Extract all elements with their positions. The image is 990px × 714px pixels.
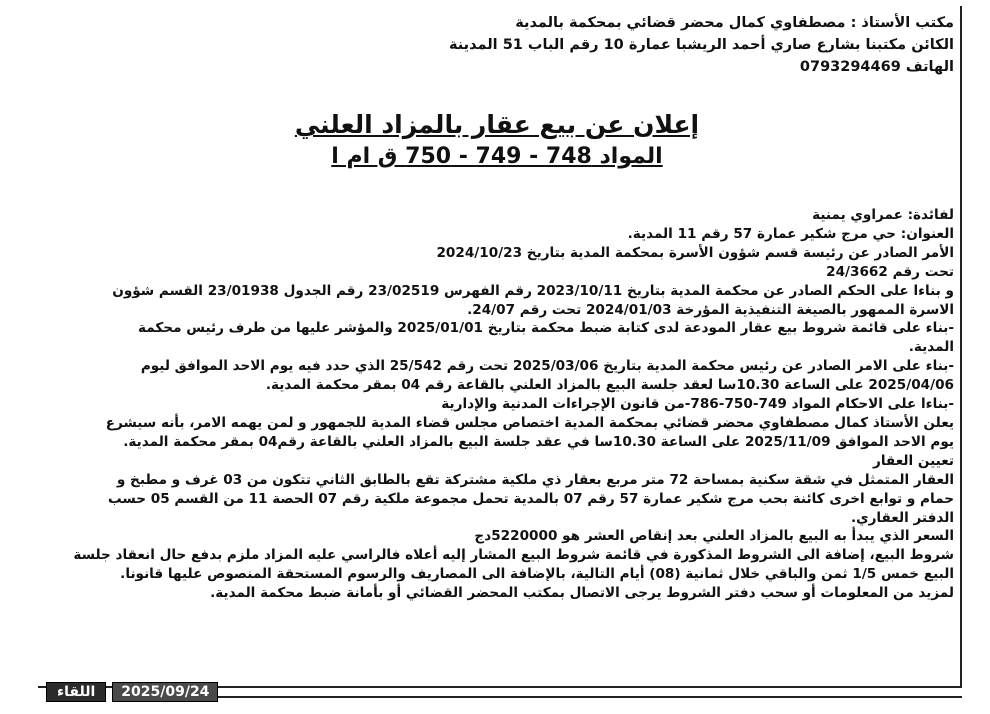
title-block — [40, 108, 954, 172]
body-line: السعر الذي يبدأ به البيع بالمزاد العلني بعد إنقاص العشر هو 5220000دج — [474, 528, 954, 545]
body-line: و بناءا على الحكم الصادر عن محكمة المدية بتاريخ 2023/10/11 رقم الفهرس 23/02519 رقم الجدول 23/01938 القسم شؤون — [112, 282, 954, 299]
body-line: -بناء على الامر الصادر عن رئيس محكمة المدية بتاريخ 2025/03/06 تحت رقم 25/542 الذي حدد فيه يوم الاحد الموافق ليوم — [140, 358, 954, 375]
footer — [46, 682, 218, 702]
announcement-page — [8, 6, 982, 706]
office-phone: الهاتف 0793294469 — [799, 59, 954, 75]
announcement-content — [40, 12, 954, 684]
office-address: الكائن مكتبنا بشارع صاري أحمد الريشبا عمارة 10 رقم الباب 51 المدينة — [448, 37, 954, 53]
office-header — [40, 12, 954, 78]
body-line: تحت رقم 24/3662 — [826, 263, 954, 280]
body-line: لمزيد من المعلومات أو سحب دفتر الشروط يرجى الاتصال بمكتب المحضر القضائي أو بأمانة ضبط محكمة المدية. — [210, 585, 954, 602]
body-line: -بناءا على الاحكام المواد 749-750-786-من قانون الإجراءات المدنية والإدارية — [441, 396, 954, 413]
body-line: الاسرة الممهور بالصيغة التنفيذية المؤرخة 2024/01/03 تحت رقم 24/07. — [467, 301, 954, 318]
body-line: تعيين العقار — [873, 452, 954, 469]
body-line: -بناء على قائمة شروط بيع عقار المودعة لدى كتابة ضبط محكمة بتاريخ 2025/01/01 والمؤشر عليها من طرف رئيس محكمة — [138, 320, 954, 337]
bottom-rule — [158, 696, 962, 698]
body-line: البيع خمس 1/5 ثمن والباقي خلال ثمانية (08) أيام التالية، بالإضافة الى المصاريف والرسوم المستحقة المنصوص عليها قانونا. — [120, 566, 954, 583]
body-line: الدفتر العقاري. — [850, 509, 954, 526]
body-line: حمام و توابع اخرى كائنة بحب مرج شكير عمارة 57 رقم 07 بالمدية تحمل مجموعة ملكية رقم 07 الحصة 11 من القسم 05 حسب — [108, 490, 954, 507]
newspaper-name: اللقاء — [46, 682, 106, 702]
body-line: 2025/04/06 على الساعة 10.30سا لعقد جلسة البيع بالمزاد العلني بالقاعة رقم 04 بمقر محكمة المدية. — [265, 377, 954, 394]
body-line: الأمر الصادر عن رئيسة قسم شؤون الأسرة بمحكمة المدية بتاريخ 2024/10/23 — [436, 244, 954, 261]
body-line: يعلن الأستاذ كمال مصطفاوي محضر قضائي بمحكمة المدية اختصاص مجلس قضاء المدية للجمهور و لمن يهمه الامر، بأنه سيشرع — [105, 414, 954, 431]
body-line: العقار المتمثل في شقة سكنية بمساحة 72 متر مربع بعقار ذي ملكية مشتركة تقع بالطابق الثاني تتكون من 03 غرف و مطبخ و — [116, 471, 954, 488]
office-name: مكتب الأستاذ : مصطفاوي كمال محضر قضائي بمحكمة بالمدية — [515, 15, 954, 31]
body-line: المدية. — [908, 339, 954, 356]
body-line: شروط البيع، إضافة الى الشروط المذكورة في قائمة شروط البيع المشار إليه أعلاه فالراسي عليه المزاد ملزم بدفع حال انعقاد جلسة — [73, 547, 954, 564]
legal-articles: المواد 748 - 749 - 750 ق ام ا — [331, 144, 663, 169]
body-line: يوم الاحد الموافق 2025/11/09 على الساعة 10.30سا في عقد جلسة البيع بالمزاد العلني بالقاعة رقم04 بمقر محكمة المدية. — [123, 433, 954, 450]
announcement-title: إعلان عن بيع عقار بالمزاد العلني — [294, 110, 700, 139]
announcement-body — [40, 206, 954, 603]
publication-date: 2025/09/24 — [112, 682, 218, 702]
body-line: لفائدة: عمراوي يمنية — [812, 207, 954, 223]
body-line: العنوان: حي مرج شكير عمارة 57 رقم 11 المدية. — [627, 225, 954, 242]
